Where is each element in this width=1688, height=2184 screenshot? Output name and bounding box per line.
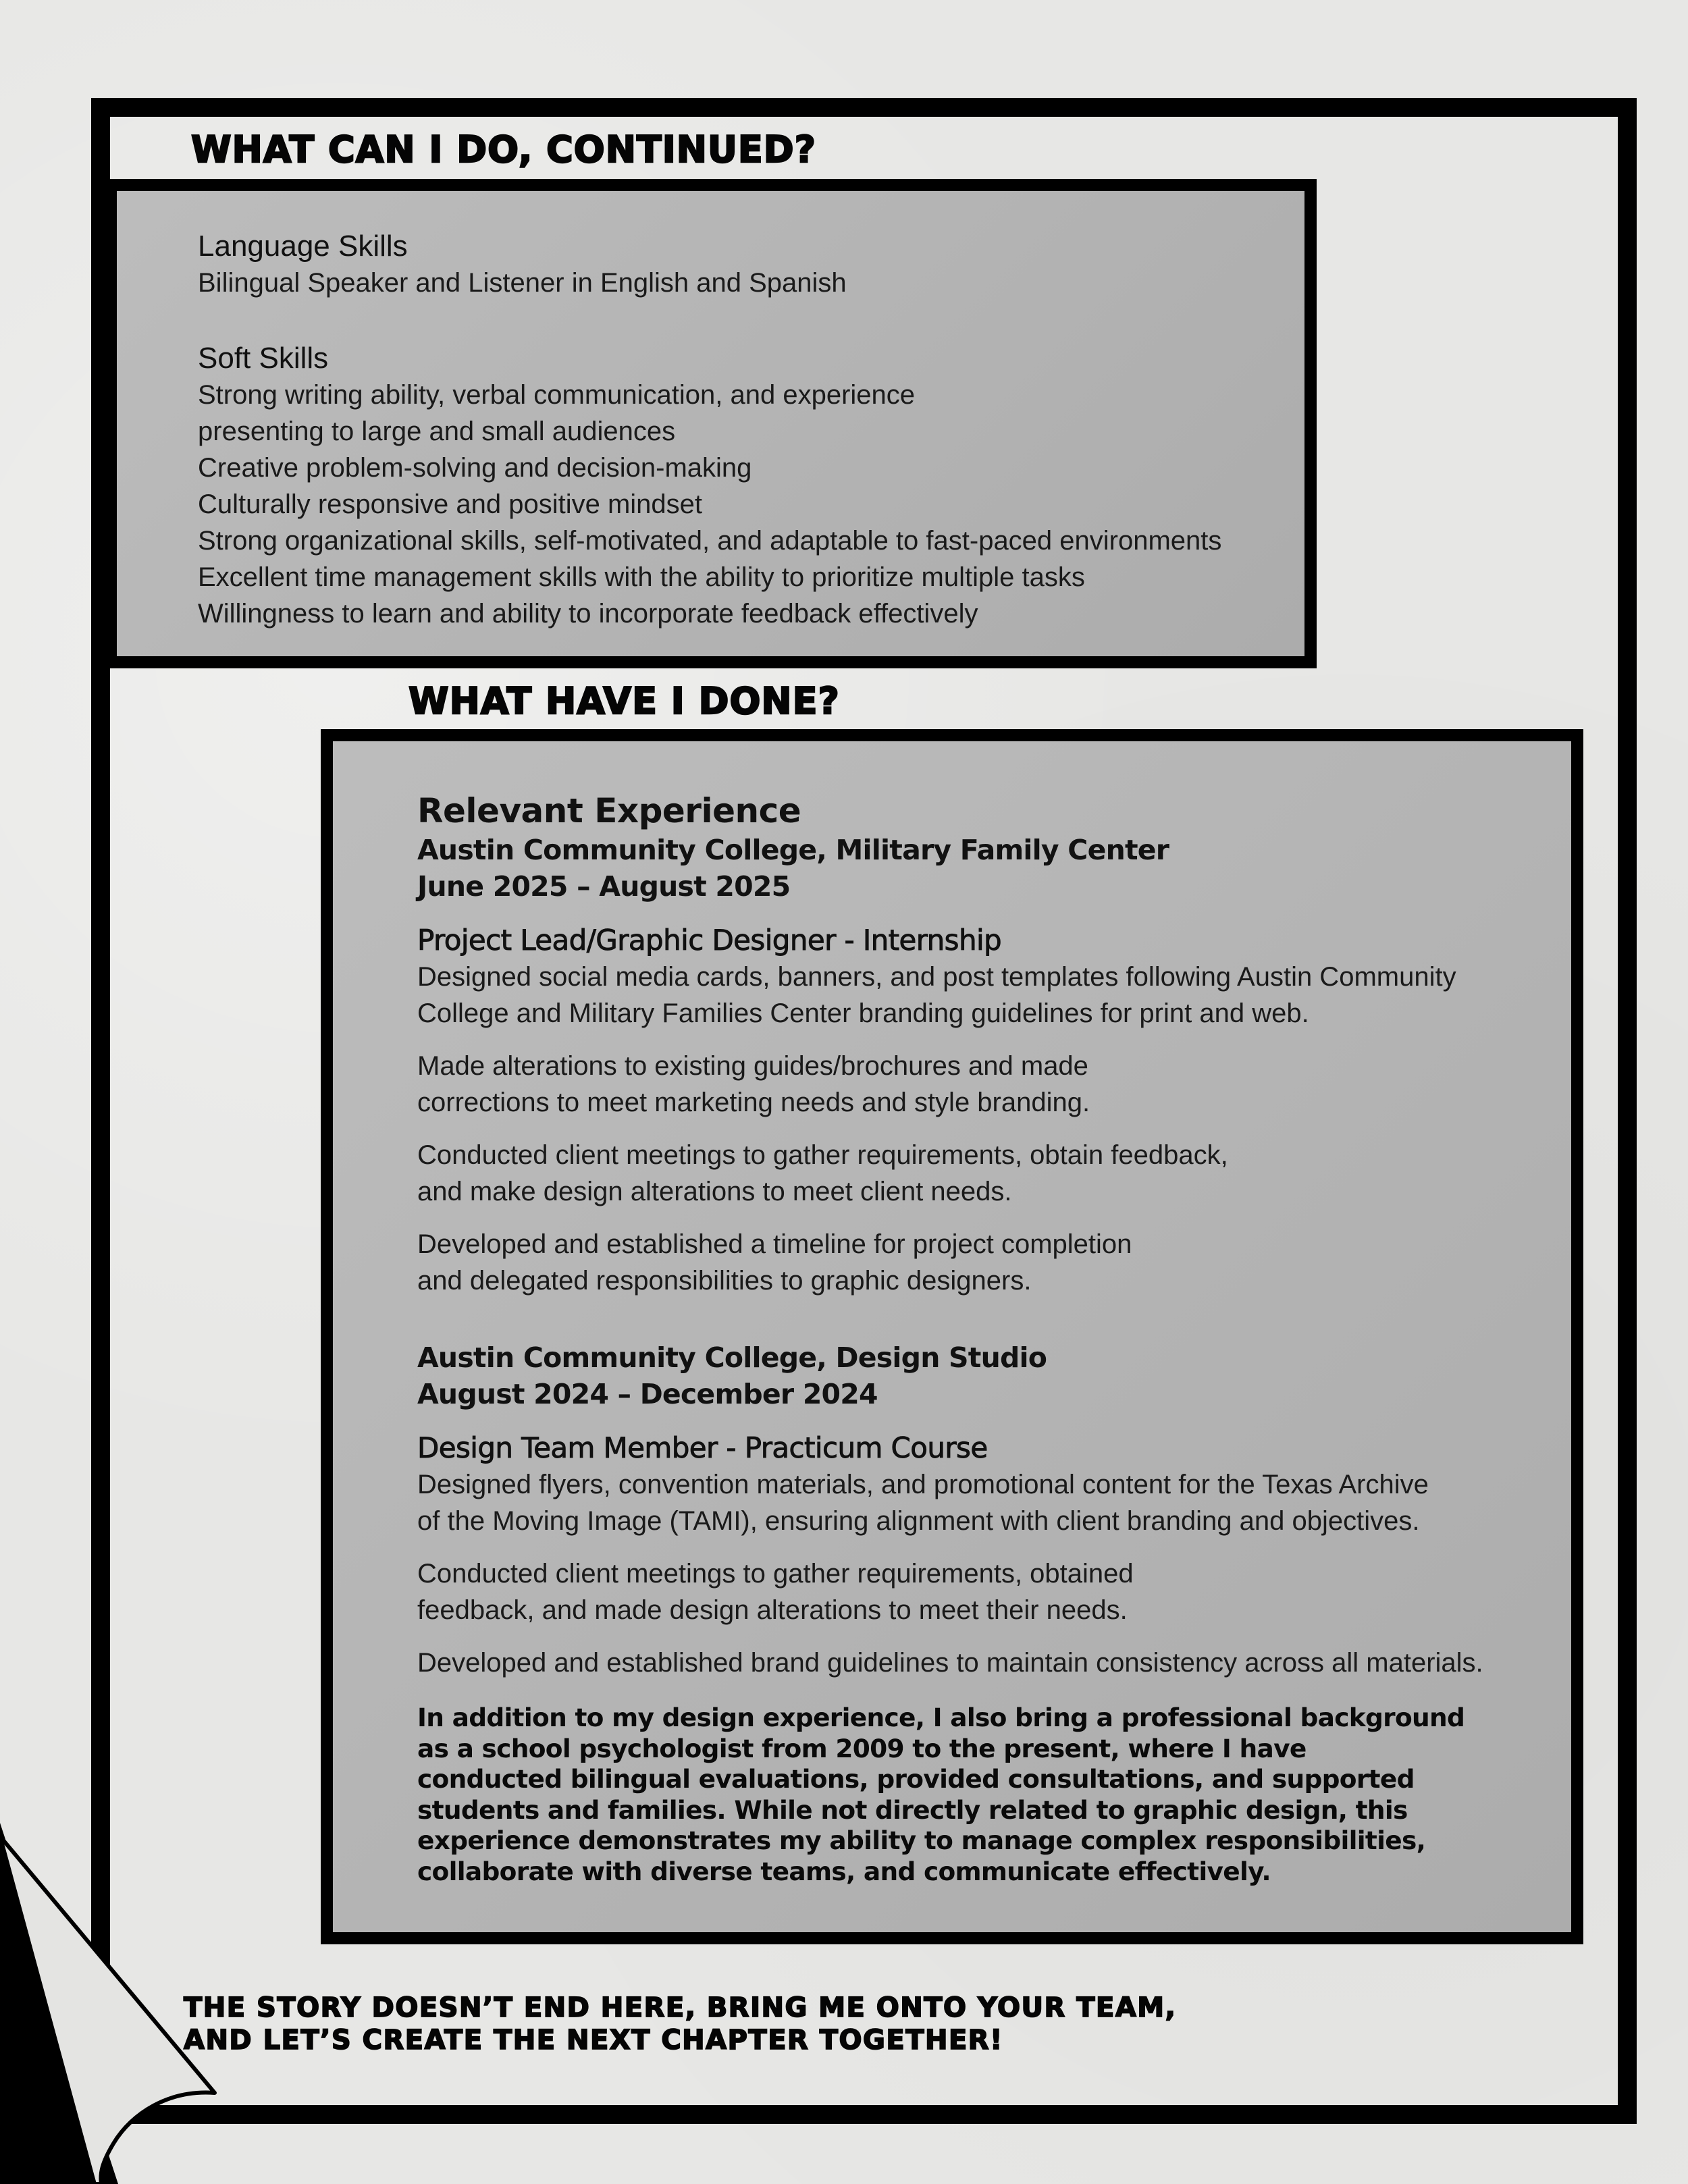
job-organization: Austin Community College, Design Studio	[417, 1341, 1047, 1374]
job-bullet	[417, 1226, 1551, 1299]
bullet-line: Made alterations to existing guides/brochures and made	[417, 1051, 1088, 1081]
job-bullet	[417, 1466, 1551, 1539]
relevant-experience-title: Relevant Experience	[417, 791, 801, 830]
note-line: collaborate with diverse teams, and communicate effectively.	[417, 1856, 1271, 1886]
skills-panel	[105, 179, 1317, 668]
soft-skills-title: Soft Skills	[198, 342, 329, 375]
bullet-line: Developed and established a timeline for project completion	[417, 1229, 1132, 1259]
job-dates: August 2024 – December 2024	[417, 1378, 878, 1410]
experience-content	[417, 790, 1551, 1887]
heading-what-have-i-done: WHAT HAVE I DONE?	[408, 680, 840, 722]
bullet-line: of the Moving Image (TAMI), ensuring alignment with client branding and objectives.	[417, 1506, 1420, 1536]
job-bullet	[417, 1048, 1551, 1121]
note-line: experience demonstrates my ability to manage complex responsibilities,	[417, 1826, 1426, 1855]
bullet-line: feedback, and made design alterations to meet their needs.	[417, 1595, 1128, 1625]
job-organization: Austin Community College, Military Family Center	[417, 834, 1169, 866]
page-curl-decoration	[0, 1823, 223, 2184]
bullet-line: Developed and established brand guidelines to maintain consistency across all materials.	[417, 1648, 1483, 1678]
closing-line: AND LET’S CREATE THE NEXT CHAPTER TOGETHER!	[184, 2025, 1003, 2056]
job-dates: June 2025 – August 2025	[417, 870, 791, 903]
bullet-line: corrections to meet marketing needs and style branding.	[417, 1088, 1090, 1117]
soft-skill-line: Strong organizational skills, self-motivated, and adaptable to fast-paced environments	[198, 526, 1222, 556]
bullet-line: and make design alterations to meet client needs.	[417, 1177, 1012, 1206]
language-skills-title: Language Skills	[198, 230, 408, 263]
background-note	[417, 1703, 1551, 1887]
soft-skill-line: Culturally responsive and positive mindset	[198, 489, 703, 519]
bullet-line: Designed flyers, convention materials, and promotional content for the Texas Archive	[417, 1470, 1429, 1499]
job-role: Project Lead/Graphic Designer - Internship	[417, 924, 1002, 957]
note-line: as a school psychologist from 2009 to the present, where I have	[417, 1733, 1307, 1763]
soft-skill-line: Willingness to learn and ability to incorporate feedback effectively	[198, 599, 978, 629]
job-bullet	[417, 1645, 1551, 1681]
closing-line: THE STORY DOESN’T END HERE, BRING ME ONTO YOUR TEAM,	[184, 1992, 1177, 2023]
job-entry	[417, 1339, 1551, 1681]
bullet-line: College and Military Families Center branding guidelines for print and web.	[417, 998, 1309, 1028]
language-skills-line: Bilingual Speaker and Listener in English and Spanish	[198, 268, 847, 298]
note-line: conducted bilingual evaluations, provided consultations, and supported	[417, 1764, 1415, 1794]
job-role: Design Team Member - Practicum Course	[417, 1431, 988, 1464]
note-line: In addition to my design experience, I also bring a professional background	[417, 1703, 1465, 1732]
job-bullet	[417, 1555, 1551, 1628]
soft-skill-line: presenting to large and small audiences	[198, 417, 676, 446]
heading-what-can-i-do-continued: WHAT CAN I DO, CONTINUED?	[191, 128, 816, 171]
job-bullet	[417, 959, 1551, 1032]
bullet-line: and delegated responsibilities to graphic designers.	[417, 1266, 1032, 1296]
closing-statement	[184, 1992, 1176, 2056]
bullet-line: Conducted client meetings to gather requirements, obtain feedback,	[417, 1140, 1228, 1170]
soft-skill-line: Creative problem-solving and decision-making	[198, 453, 752, 483]
bullet-line: Designed social media cards, banners, and post templates following Austin Community	[417, 962, 1456, 992]
job-bullet	[417, 1137, 1551, 1210]
bullet-line: Conducted client meetings to gather requirements, obtained	[417, 1559, 1134, 1589]
soft-skill-line: Excellent time management skills with the ability to prioritize multiple tasks	[198, 562, 1085, 592]
soft-skill-line: Strong writing ability, verbal communication, and experience	[198, 380, 916, 410]
note-line: students and families. While not directly related to graphic design, this	[417, 1794, 1408, 1825]
job-entry	[417, 832, 1551, 1299]
experience-panel	[321, 729, 1583, 1944]
skills-content	[198, 228, 1284, 632]
